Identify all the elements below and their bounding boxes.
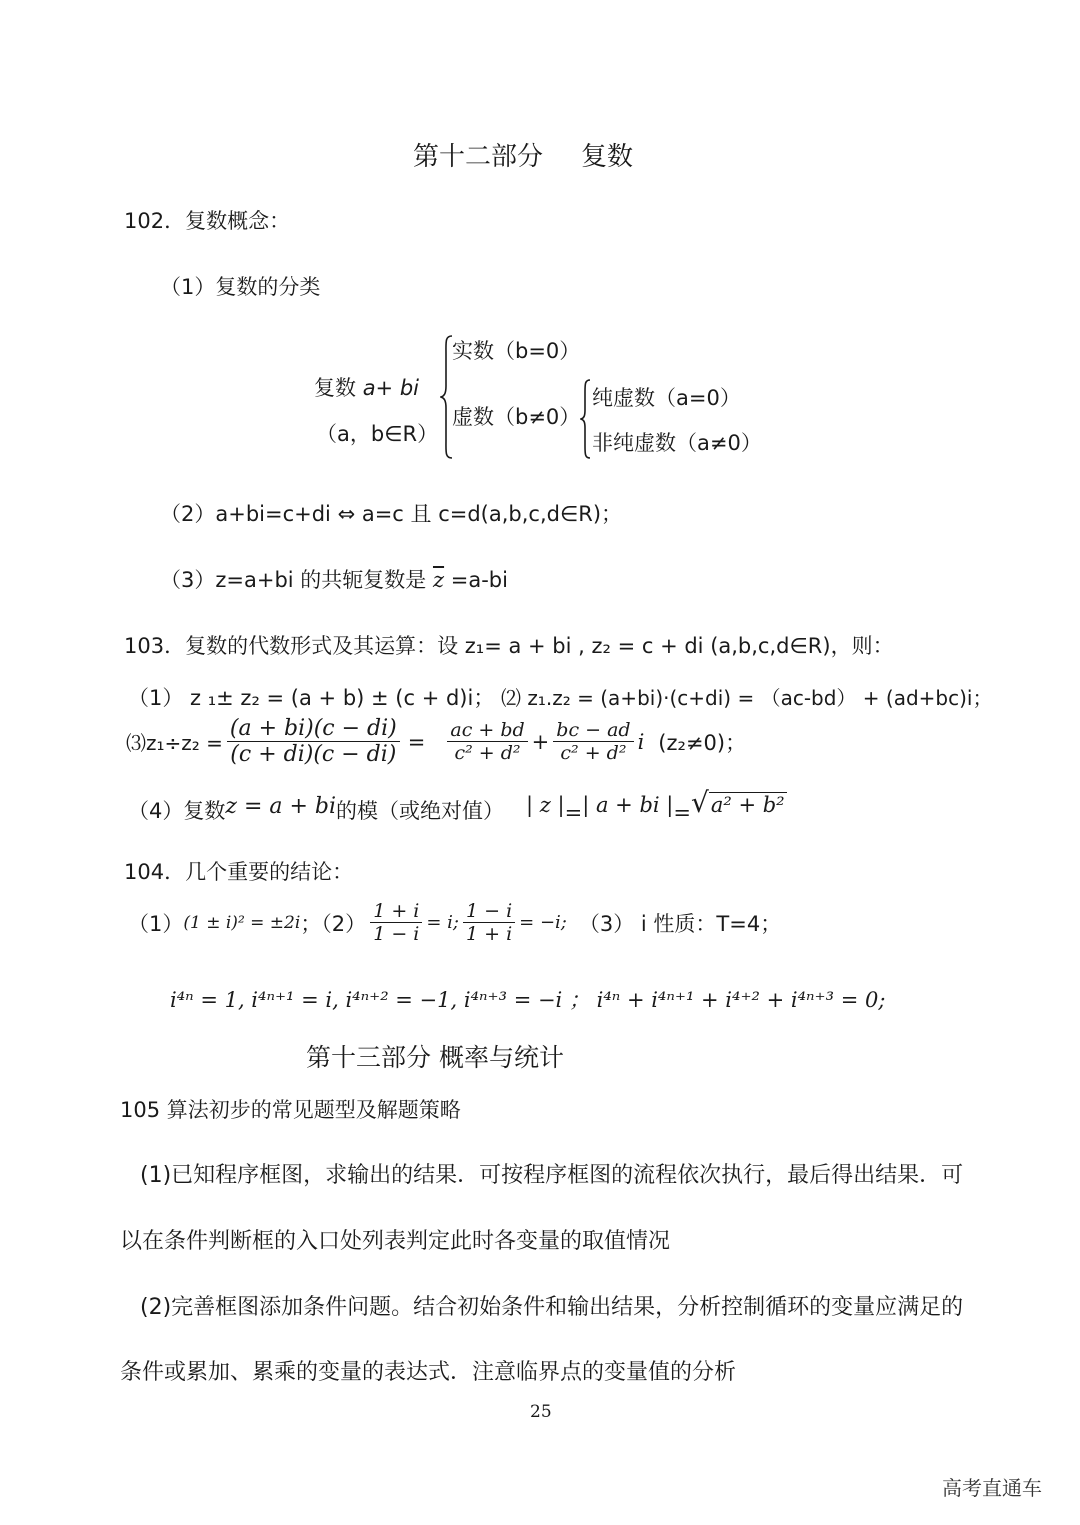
fraction-numerator: (a + bi)(c − di)	[227, 716, 400, 742]
real-part-fraction	[447, 719, 527, 764]
conjugate-z: $\overline{z}$	[432, 568, 445, 592]
sqrt-icon: √	[690, 786, 709, 819]
imag-part-fraction	[553, 719, 633, 764]
tree-root-expr: a+ bi	[362, 376, 419, 400]
fraction-denominator: c² + d²	[454, 742, 521, 764]
equals-sign: =	[407, 729, 426, 754]
section-title-12-topic: 复数	[581, 142, 634, 172]
equals-sign: =	[673, 801, 691, 825]
fraction-numerator: bc − ad	[553, 719, 633, 742]
conclusion-2-label: ；（2）	[300, 911, 367, 936]
fraction-denominator: 1 + i	[465, 923, 513, 945]
fraction-numerator: ac + bd	[447, 719, 527, 742]
item-103-2-product: ⑵ z₁.z₂ = (a+bi)·(c+di) = （ac-bd） + (ad+bc)i；	[501, 686, 993, 710]
fraction-denominator: 1 − i	[373, 923, 420, 945]
conclusion-1-expr: (1 ± i)² = ±2i	[183, 912, 301, 933]
item-103-4-text: 的模（或绝对值）	[336, 799, 505, 823]
item-103-1	[128, 682, 992, 712]
division-fraction	[227, 716, 400, 767]
tree-root-label: 复数	[314, 376, 356, 400]
left-brace-icon	[580, 378, 592, 460]
i-powers-line: i⁴ⁿ = 1, i⁴ⁿ⁺¹ = i, i⁴ⁿ⁺² = −1, i⁴ⁿ⁺³ = −i ； i⁴ⁿ + i⁴ⁿ⁺¹ + i⁴⁺² + i⁴ⁿ⁺³ = 0;	[170, 988, 886, 1012]
heading-104: 104．几个重要的结论：	[124, 860, 354, 884]
conclusion-2-mid: = i;	[426, 912, 459, 933]
item-104-conclusions	[128, 900, 781, 945]
fraction-denominator: (c + di)(c − di)	[230, 742, 397, 767]
fraction-2	[463, 900, 515, 945]
sqrt-radicand: a² + b²	[710, 793, 785, 817]
tree-nonpure-imag: 非纯虚数（a≠0）	[592, 431, 762, 455]
tree-pure-imag: 纯虚数（a=0）	[592, 386, 741, 410]
tree-root-condition: （a，b∈R）	[316, 422, 439, 446]
abs-a-plus-bi: | a + bi |	[582, 793, 674, 817]
item-103-3-label: ⑶z₁÷z₂ =	[126, 731, 223, 755]
section-title-13: 第十三部分 概率与统计	[306, 1043, 564, 1072]
heading-103: 103．复数的代数形式及其运算：设 z₁= a + bi , z₂ = c + di (a,b,c,d∈R)，则：	[124, 634, 894, 658]
modulus-expression: z = a + bi	[225, 794, 337, 819]
item-103-4-label: （4）复数	[128, 799, 226, 823]
fraction-denominator: c² + d²	[560, 742, 627, 764]
abs-z: | z |	[526, 793, 565, 817]
conclusion-1-label: （1）	[128, 911, 184, 936]
paragraph-105-1-line1: (1)已知程序框图，求输出的结果．可按程序框图的流程依次执行，最后得出结果．可	[140, 1163, 964, 1188]
tree-imag: 虚数（b≠0）	[452, 405, 581, 429]
item-102-3-text: （3）z=a+bi 的共轭复数是	[160, 568, 427, 592]
paragraph-105-2-line1: (2)完善框图添加条件问题。结合初始条件和输出结果，分析控制循环的变量应满足的	[140, 1295, 964, 1320]
item-103-3-condition: (z₂≠0)；	[658, 730, 747, 755]
item-103-4	[128, 786, 787, 825]
fraction-numerator: 1 − i	[463, 900, 515, 923]
item-103-1-sum: （1） z ₁± z₂ = (a + b) ± (c + d)i；	[128, 686, 495, 710]
heading-105: 105 算法初步的常见题型及解题策略	[120, 1098, 461, 1122]
item-102-2: （2）a+bi=c+di ⇔ a=c 且 c=d(a,b,c,d∈R)；	[160, 502, 623, 526]
conclusion-3: （3） i 性质：T=4；	[578, 911, 782, 936]
paragraph-105-1-line2: 以在条件判断框的入口处列表判定此时各变量的取值情况	[120, 1229, 671, 1254]
tree-root	[314, 372, 419, 402]
conclusion-2-end: = −i;	[519, 912, 567, 933]
section-title-12	[413, 136, 633, 173]
equals-sign: =	[564, 801, 583, 825]
watermark: 高考直通车	[942, 1476, 1042, 1500]
item-102-1: （1）复数的分类	[160, 275, 321, 299]
fraction-1	[370, 900, 422, 945]
item-102-3-result: =a-bi	[450, 568, 508, 592]
imaginary-unit: i	[637, 729, 645, 754]
item-103-3	[126, 716, 746, 767]
tree-real: 实数（b=0）	[452, 339, 581, 363]
plus-sign: +	[531, 729, 550, 754]
page-number: 25	[530, 1402, 552, 1422]
fraction-numerator: 1 + i	[370, 900, 422, 923]
paragraph-105-2-line2: 条件或累加、累乘的变量的表达式．注意临界点的变量值的分析	[120, 1360, 737, 1385]
item-102-3	[160, 564, 508, 594]
heading-102: 102．复数概念：	[124, 209, 291, 233]
section-title-12-part: 第十二部分	[413, 142, 544, 172]
